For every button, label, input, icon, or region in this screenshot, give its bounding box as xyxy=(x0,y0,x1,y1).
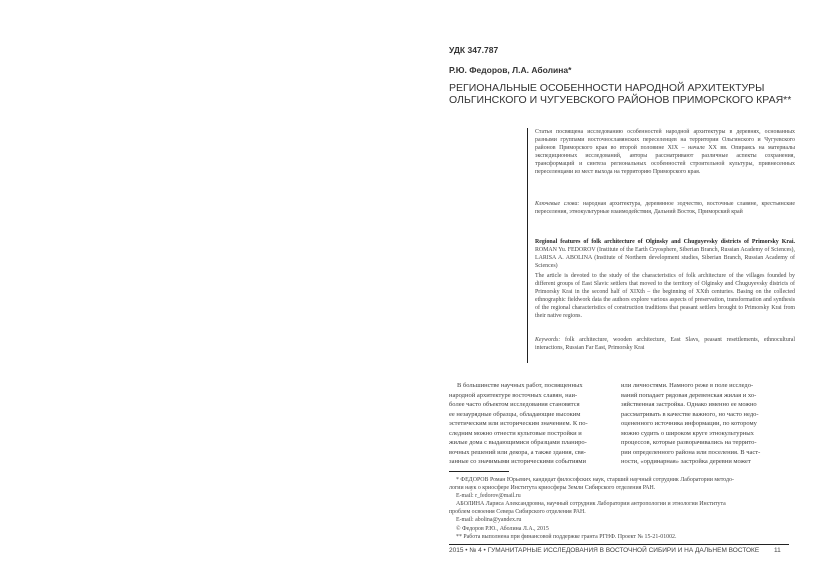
footnote-line: логии наук о криосфере Института криосферы Земли Сибирского отделения РАН. xyxy=(449,485,656,492)
title-line: ОЛЬГИНСКОГО И ЧУГУЕВСКОГО РАЙОНОВ ПРИМОРСКОГО КРАЯ** xyxy=(449,94,792,106)
keywords-ru-text: народная архитектура, деревянное зодчество, восточные славяне, крестьянские переселения, этнокультурные взаимодействия, Дальний Восток, Приморский край xyxy=(535,201,795,216)
copyright: © Федоров Р.Ю., Аболина Л.А., 2015 xyxy=(456,525,549,532)
footnote-email: E-mail: r_fedorov@mail.ru xyxy=(456,493,521,500)
abstract-en xyxy=(535,272,795,321)
body-line: рассматривать в качестве важного, но часто недо- xyxy=(621,410,759,418)
keywords-en-text: folk architecture, wooden architecture, East Slavs, peasant resettlements, ethnocultural interactions, Russian Far East, Primorsky Krai xyxy=(535,337,795,352)
footnote-line: * ФЕДОРОВ Роман Юрьевич, кандидат философских наук, старший научный сотрудник Лаборатории методо- xyxy=(456,477,734,483)
body-line: можно судить о широком круге этнокультурных xyxy=(621,429,754,437)
body-line: зяйственная застройка. Однако именно ее можно xyxy=(621,401,757,409)
keywords-en-label: Keywords: xyxy=(535,337,561,343)
body-line: более часто объектом исследования становятся xyxy=(449,401,580,409)
footnote-line: проблем освоения Севера Сибирского отделения РАН. xyxy=(449,509,586,516)
keywords-en xyxy=(535,336,795,352)
body-line: народной архитектуре восточных славян, наи- xyxy=(449,391,578,399)
journal-running-footer: 2015 • № 4 • ГУМАНИТАРНЫЕ ИССЛЕДОВАНИЯ В ВОСТОЧНОЙ СИБИРИ И НА ДАЛЬНЕМ ВОСТОКЕ xyxy=(449,547,760,554)
page-number: 11 xyxy=(774,547,781,554)
body-line: В большинстве научных работ, посвященных xyxy=(457,382,583,389)
title-line: РЕГИОНАЛЬНЫЕ ОСОБЕННОСТИ НАРОДНОЙ АРХИТЕКТУРЫ xyxy=(449,82,765,94)
body-line: занные со значимыми историческими событиями xyxy=(449,458,587,466)
footnote-email: E-mail: abolina@yandex.ru xyxy=(456,517,522,524)
abstract-ru-text: Статья посвящена исследованию особенностей народной архитектуры в деревнях, основанных разными группами восточнославянских переселенцев на территории Ольгинского и Чугуевского районов Приморского края во второй половине XIX – начале XX вв. Опираясь на материалы экспедиционных исследований, авторы рассматривают различные аспекты сохранения, трансформаций и синтеза региональных особенностей строительной культуры, привнесенных переселенцами из мест выхода на территорию Приморского края. xyxy=(535,129,795,176)
body-column-right xyxy=(621,381,805,467)
footer-divider xyxy=(449,544,789,545)
footnote-line: АБОЛИНА Лариса Александровна, научный сотрудник Лаборатории антропологии и этнологии Института xyxy=(456,501,726,508)
article-authors: Р.Ю. Федоров, Л.А. Аболина* xyxy=(449,65,572,75)
abstract-en-title: Regional features of folk architecture of Olginsky and Chuguyevsky districts of Primorsky Krai. xyxy=(535,239,795,245)
body-line: эстетическим или историческим значением. К по- xyxy=(449,420,588,428)
body-line: ее незаурядные образцы, обладающие высоким xyxy=(449,410,581,418)
keywords-ru xyxy=(535,200,795,216)
body-line: ваний попадает рядовая деревенская жилая и хо- xyxy=(621,391,757,399)
body-line: оцененного источника информации, по которому xyxy=(621,420,757,428)
body-line: или личностями. Намного реже в поле исследо- xyxy=(621,382,754,389)
body-line: процессов, которые разворачивались на террито- xyxy=(621,439,757,447)
article-title xyxy=(449,82,792,106)
footnotes xyxy=(449,476,789,541)
abstract-divider xyxy=(527,128,528,363)
abstract-en-text: The article is devoted to the study of the characteristics of folk architecture of the villages founded by different groups of East Slavic settlers that moved to the territory of Olginsky and Chuguyevsky districts of Primorsky Krai in the second half of XIXth – the beginning of XXth centuries. Basing on the collected ethnographic fieldwork data the authors explore various aspects of preservation, transformation and synthesis of the regional characteristics of construction traditions that peasant settlers brought to Primorsky Krai from their native regions. xyxy=(535,273,795,320)
footnote-grant: ** Работа выполнена при финансовой поддержке гранта РГНФ. Проект № 15-21-01002. xyxy=(456,533,677,540)
abstract-en-heading xyxy=(535,238,795,270)
abstract-en-authors: ROMAN Yu. FEDOROV (Institute of the Earth Cryosphere, Siberian Branch, Russian Academy of Sciences), LARISA A. ABOLINA (Institute of Northern development studies, Siberian Branch, Russian Academy of Sciences) xyxy=(535,247,795,270)
body-line: ности, «ординарная» застройка деревни может xyxy=(621,458,751,466)
footnote-divider xyxy=(449,471,509,472)
body-line: следним можно отнести культовые постройки и xyxy=(449,429,582,437)
abstract-ru xyxy=(535,128,795,177)
body-line: вочных решений или декора, а также здания, свя- xyxy=(449,448,586,456)
body-line: рии определенного района или поселения. В част- xyxy=(621,448,761,456)
body-column-left xyxy=(449,381,633,467)
keywords-ru-label: Ключевые слова: xyxy=(535,201,580,207)
udc-code: УДК 347.787 xyxy=(449,45,499,55)
body-line: жилые дома с выдающимися образцами планиро- xyxy=(449,439,587,447)
